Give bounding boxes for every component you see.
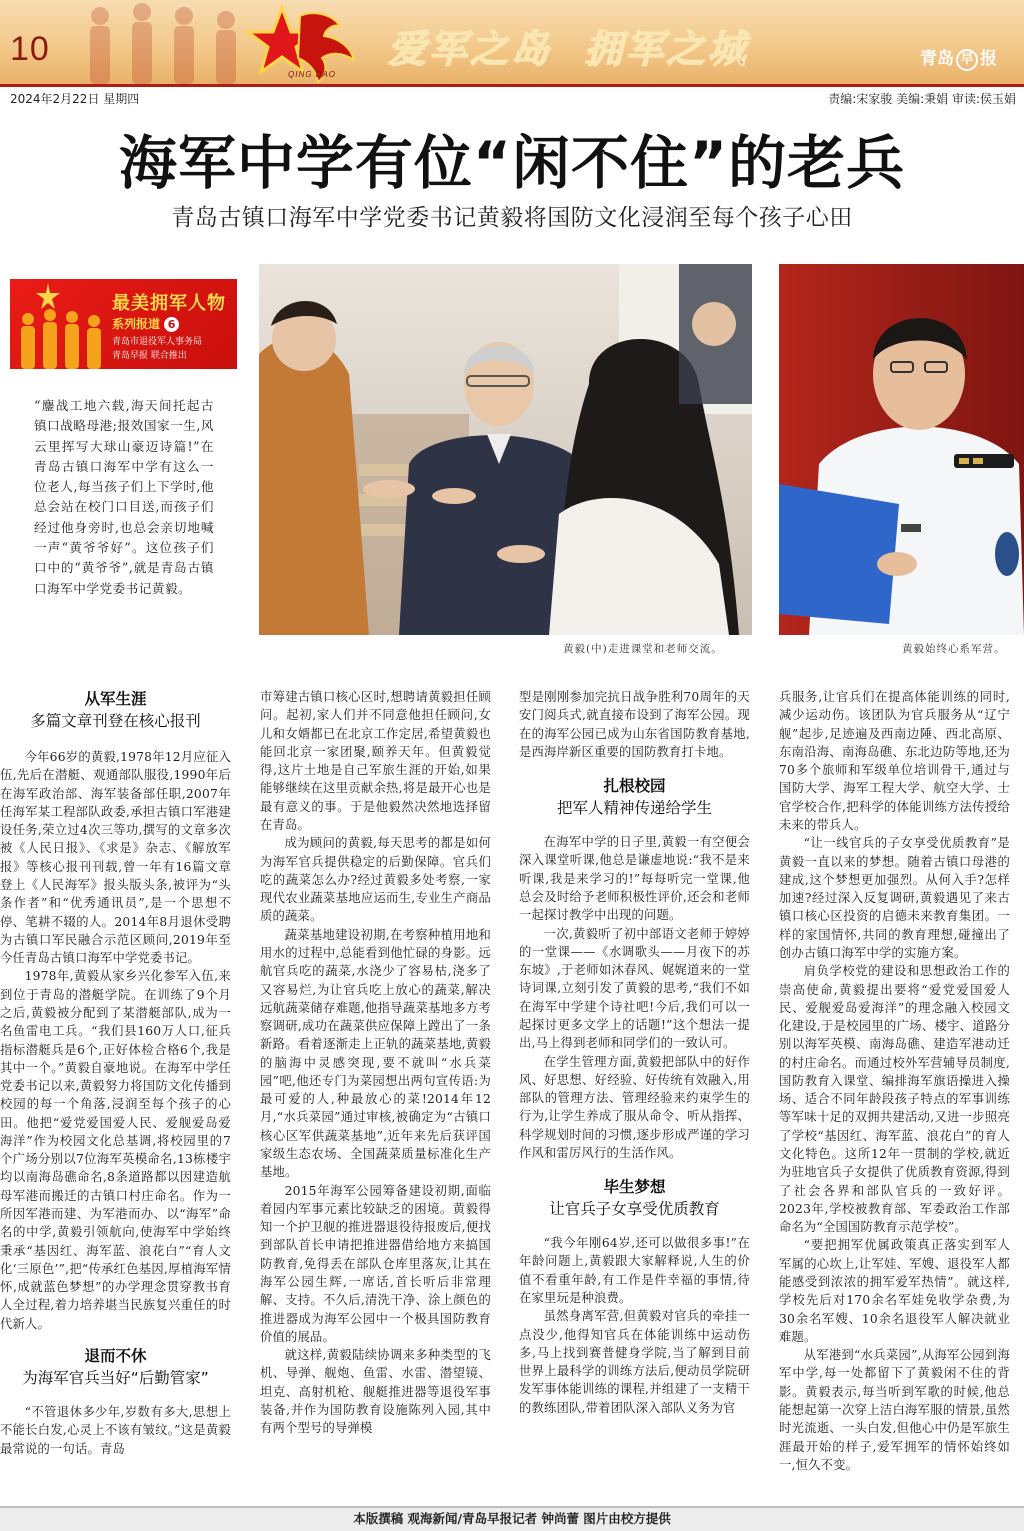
section-label: 毕生梦想: [603, 1178, 666, 1197]
paragraph: 虽然身离军营,但黄毅对官兵的牵挂一点没少,他得知官兵在体能训练中运动伤多,马上找到赛普健身学院,当了解到目前世界上最科学的训练方法后,便动员学院研发军事体能训练的课程,并组建了一支精干的教练团队,带着团队深入部队义务为官: [519, 1309, 750, 1415]
classroom-photo: [259, 264, 752, 635]
paragraph: “我今年刚64岁,还可以做很多事!”在年龄问题上,黄毅跟大家解释说,人生的价值不看重年龄,有工作是件幸福的事情,待在家里玩是种浪费。: [519, 1236, 750, 1306]
paragraph: “不管退休多少年,岁数有多大,思想上不能长白发,心灵上不该有皱纹。”这是黄毅最常说的一句话。青岛: [0, 1405, 231, 1456]
brand-pinyin: QING DAO: [288, 70, 337, 79]
paper-name-mark: 早: [956, 49, 978, 71]
section-heading: [0, 1345, 231, 1389]
section-title: 为海军官兵当好“后勤管家”: [22, 1369, 209, 1387]
paper-name-left: 青岛: [920, 49, 954, 69]
paragraph: 蔬菜基地建设初期,在考察种植用地和用水的过程中,总能看到他忙碌的身影。远航官兵吃的蔬菜,水浇少了容易枯,浇多了又容易烂,为让官兵吃上放心的蔬菜,解决远航蔬菜储存难题,他指导蔬菜基地多方考察调研,成功在蔬菜供应保障上蹚出了一条新路。看着逐渐走上正轨的蔬菜基地,黄毅的脑海中灵感突现,要不就叫“水兵菜园”吧,他还专门为菜园想出两句宣传语:为最可爱的人,种最放心的菜!2014年12月,“水兵菜园”通过审核,被确定为“古镇口核心区军供蔬菜基地”,近年来先后获评国家级生态农场、全国蔬菜质量标准化生产基地。: [260, 927, 491, 1180]
masthead-rule: [0, 84, 1024, 87]
page-number: 10: [10, 30, 50, 68]
article-headline: 海军中学有位“闲不住”的老兵: [118, 129, 906, 197]
masthead: [0, 0, 1024, 84]
paper-name-right: 报: [980, 49, 997, 69]
paragraph: 在学生管理方面,黄毅把部队中的好作风、好思想、好经验、好传统有效融入,用部队的管理方法、管理经验来约束学生的行为,让学生养成了服从命令、听从指挥、科学规划时间的习惯,逐步形成严谨的学习作风和雷厉风行的生活作风。: [519, 1054, 750, 1160]
officer-photo-illustration: [779, 264, 1024, 635]
section-heading: [519, 1176, 750, 1220]
paragraph: “要把拥军优属政策真正落实到军人军属的心坎上,让军娃、军嫂、退役军人都能感受到浓浓的拥军爱军热情”。就这样,学校先后对170余名军娃免收学杂费,为30余名军嫂、10余名退役军人解决就业难题。: [779, 1238, 1010, 1344]
classroom-photo-illustration: [259, 264, 752, 635]
issue-date: 2024年2月22日 星期四: [10, 92, 140, 106]
paragraph: 在海军中学的日子里,黄毅一有空便会深入课堂听课,他总是谦虚地说:“我不是来听课,我是来学习的!”每每听完一堂课,他总会及时给予老师积极性评价,还会和老师一起探讨教学中出现的问题。: [519, 835, 750, 923]
section-label: 退而不休: [84, 1347, 147, 1365]
organizer-line: 青岛早报 联合推出: [112, 351, 187, 361]
paragraph: 成为顾问的黄毅,每天思考的都是如何为海军官兵提供稳定的后勤保障。官兵们吃的蔬菜怎么办?经过黄毅多处考察,一家现代农业蔬菜基地应运而生,专业生产商品质的蔬菜。: [260, 836, 491, 924]
paragraph: 今年66岁的黄毅,1978年12月应征入伍,先后在潜艇、观通部队服役,1990年后在海军政治部、海军装备部任职,2007年任海军某工程部队政委,承担古镇口军港建设任务,荣立过4次三等功,撰写的文章多次被《人民日报》、《求是》杂志、《解放军报》等核心报刊刊载,曾一年有16篇文章登上《人民海军》报头版头条,被评为“头条作者”和“优秀通讯员”,是一个思想不停、笔耕不辍的人。2014年8月退休受聘为古镇口军民融合示范区顾问,2019年至今任青岛古镇口海军中学党委书记。: [0, 750, 231, 966]
series-number: 6: [164, 317, 179, 332]
series-title: 最美拥军人物: [112, 293, 226, 314]
article-subheadline: 青岛古镇口海军中学党委书记黄毅将国防文化浸润至每个孩子心田: [171, 205, 853, 231]
paragraph: 就这样,黄毅陆续协调来多种类型的飞机、导弹、舰炮、鱼雷、水雷、潜望镜、坦克、高射机枪、舰艇推进器等退役军事装备,并作为国防教育设施陈列入园,其中有两个型号的导弹模: [260, 1348, 491, 1436]
paragraph: 肩负学校党的建设和思想政治工作的崇高使命,黄毅提出要将“爱党爱国爱人民、爱舰爱岛爱海洋”的理念融入校园文化建设,于是校园里的广场、楼宇、道路分别以海军英模、南海岛礁、建造军港动迁的村庄命名。而通过校外军营辅导员制度,国防教育入课堂、编排海军旗语操进入操场、适合不同年龄段孩子特点的军事训练等军味十足的双拥共建活动,又进一步照亮了学校“基因红、海军蓝、浪花白”的育人文化特色。这所12年一贯制的学校,就近为驻地官兵子女提供了优质教育资源,得到了社会各界和部队官兵的一致好评。2023年,学校被教育部、军委政治工作部命名为“全国国防教育示范学校”。: [779, 964, 1010, 1235]
paragraph: 型是刚刚参加完抗日战争胜利70周年的天安门阅兵式,就直接布设到了海军公园。现在的海军公园已成为山东省国防教育基地,是西海岸新区重要的国防教育打卡地。: [519, 690, 750, 759]
paragraph: 1978年,黄毅从家乡兴化参军入伍,来到位于青岛的潜艇学院。在训练了9个月之后,黄毅被分配到了某潜艇部队,成为一名鱼雷电工兵。“我们县160万人口,征兵指标潜艇兵是6个,正好体检合格6个,我是其中一个。”黄毅自豪地说。在海军中学任党委书记以来,黄毅努力将国防文化传播到校园的每一个角落,浸润至每个孩子的心田。他把“爱党爱国爱人民、爱舰爱岛爱海洋”作为校园文化总基调,将校园里的7个广场分别以7位海军英模命名,13栋楼宇均以南海岛礁命名,8条道路都以因建造航母军港而搬迁的古镇口村庄命名。作为一所因军港而建、为军港而办、以“海军”命名的中学,黄毅引领航向,使海军中学始终秉承“基因红、海军蓝、浪花白”“育人文化‘三原色’”,把“传承红色基因,厚植海军情怀,成就蓝色梦想”的办学理念贯穿教书育人全过程,着力培养堪当民族复兴重任的时代新人。: [0, 969, 231, 1331]
series-badge: [10, 279, 237, 369]
section-title: 把军人精神传递给学生: [556, 799, 712, 818]
section-label: 从军生涯: [84, 690, 147, 708]
section-title: 多篇文章刊登在核心报刊: [30, 712, 201, 730]
section-heading: [519, 775, 750, 819]
paragraph: “让一线官兵的子女享受优质教育”是黄毅一直以来的梦想。随着古镇口母港的建成,这个梦想更加强烈。从何入手?怎样加速?经过深入反复调研,黄毅遇见了来古镇口核心区投资的启德未来教育集团。一样的家国情怀,共同的教育理想,碰撞出了创办古镇口海军中学的实施方案。: [779, 836, 1010, 960]
paragraph: 一次,黄毅听了初中部语文老师于婷婷的一堂课——《水调歌头——月夜下的苏东坡》,于老师如沐春风、娓娓道来的一堂诗词课,立刻引发了黄毅的思考,“我们不如在海军中学建个诗社吧!今后,我们可以一起探讨更多文学上的话题!”这个想法一提出,马上得到老师和同学们的一致认可。: [519, 926, 750, 1051]
article-column-1: [0, 688, 231, 1458]
photo-caption: 黄毅(中)走进课堂和老师交流。: [563, 643, 723, 655]
series-subtitle-text: 系列报道: [112, 317, 161, 331]
photo-caption: 黄毅始终心系军营。: [902, 643, 1006, 655]
article-intro: “鏖战工地六载,海天间托起古镇口战略母港;报效国家一生,风云里挥写大球山豪迈诗篇!”在青岛古镇口海军中学有这么一位老人,每当孩子们上下学时,他总会站在校门口目送,而孩子们经过他身旁时,也总会亲切地喊一声“黄爷爷好”。这位孩子们口中的“黄爷爷”,就是青岛古镇口海军中学党委书记黄毅。: [34, 398, 214, 596]
paragraph: 2015年海军公园筹备建设初期,面临着园内军事元素比较缺乏的困境。黄毅得知一个护卫舰的推进器退役待报废后,便找到部队首长申请把推进器借给地方来搞国防教育,免得丢在部队仓库里落灰,让其在海军公园生辉,一席话,首长听后非常理解、支持。不久后,清洗干净、涂上颜色的推进器成为海军公园中一个极具国防教育价值的展品。: [260, 1183, 491, 1344]
series-organizers: [112, 335, 202, 363]
byline-footer: 本版撰稿 观海新闻/青岛早报记者 钟尚蕾 图片由校方提供: [0, 1506, 1024, 1531]
article-column-3: [519, 688, 750, 1417]
article-column-4: [779, 688, 1010, 1474]
article-column-2: [260, 688, 491, 1438]
section-title: 让官兵子女享受优质教育: [549, 1200, 720, 1219]
paragraph: 市筹建古镇口核心区时,想聘请黄毅担任顾问。起初,家人们并不同意他担任顾问,女儿和女婿都已在北京工作定居,希望黄毅也能回北京一家团聚,颐养天年。但黄毅觉得,这片土地是自己军旅生涯的开始,如果能够继续在这里贡献余热,将是最开心也是最有意义的事。于是他毅然决然地选择留在青岛。: [260, 690, 491, 832]
section-heading: [0, 688, 231, 732]
officer-photo: [779, 264, 1024, 635]
newspaper-logo: [920, 44, 997, 71]
section-label: 扎根校园: [603, 777, 666, 796]
editor-credits: 责编:宋家骏 美编:秉娟 审读:侯玉娟: [828, 92, 1016, 106]
soldiers-badge-icon: [10, 279, 120, 369]
column-slogan: 爱军之岛 拥军之城: [388, 27, 749, 71]
organizer-line: 青岛市退役军人事务局: [112, 337, 203, 347]
paragraph: 从军港到“水兵菜园”,从海军公园到海军中学,每一处都留下了黄毅闲不住的背影。黄毅表示,每当听到军歌的时候,他总能想起第一次穿上洁白海军服的情景,虽然时光流逝、一头白发,但他心中仍是军旅生涯最开始的样子,爱军拥军的情怀始终如一,恒久不变。: [779, 1348, 1010, 1472]
series-subtitle: [112, 315, 179, 332]
paragraph: 兵服务,让官兵们在提高体能训练的同时,减少运动伤。该团队为官兵服务从“辽宁舰”起步,足迹遍及西南边陲、西北高原、东南沿海、南海岛礁、东北边防等地,还为70多个旅师和军级单位培训骨干,通过与国防大学、海军工程大学、航空大学、士官学校合作,把科学的体能训练方法传授给未来的带兵人。: [779, 690, 1010, 832]
